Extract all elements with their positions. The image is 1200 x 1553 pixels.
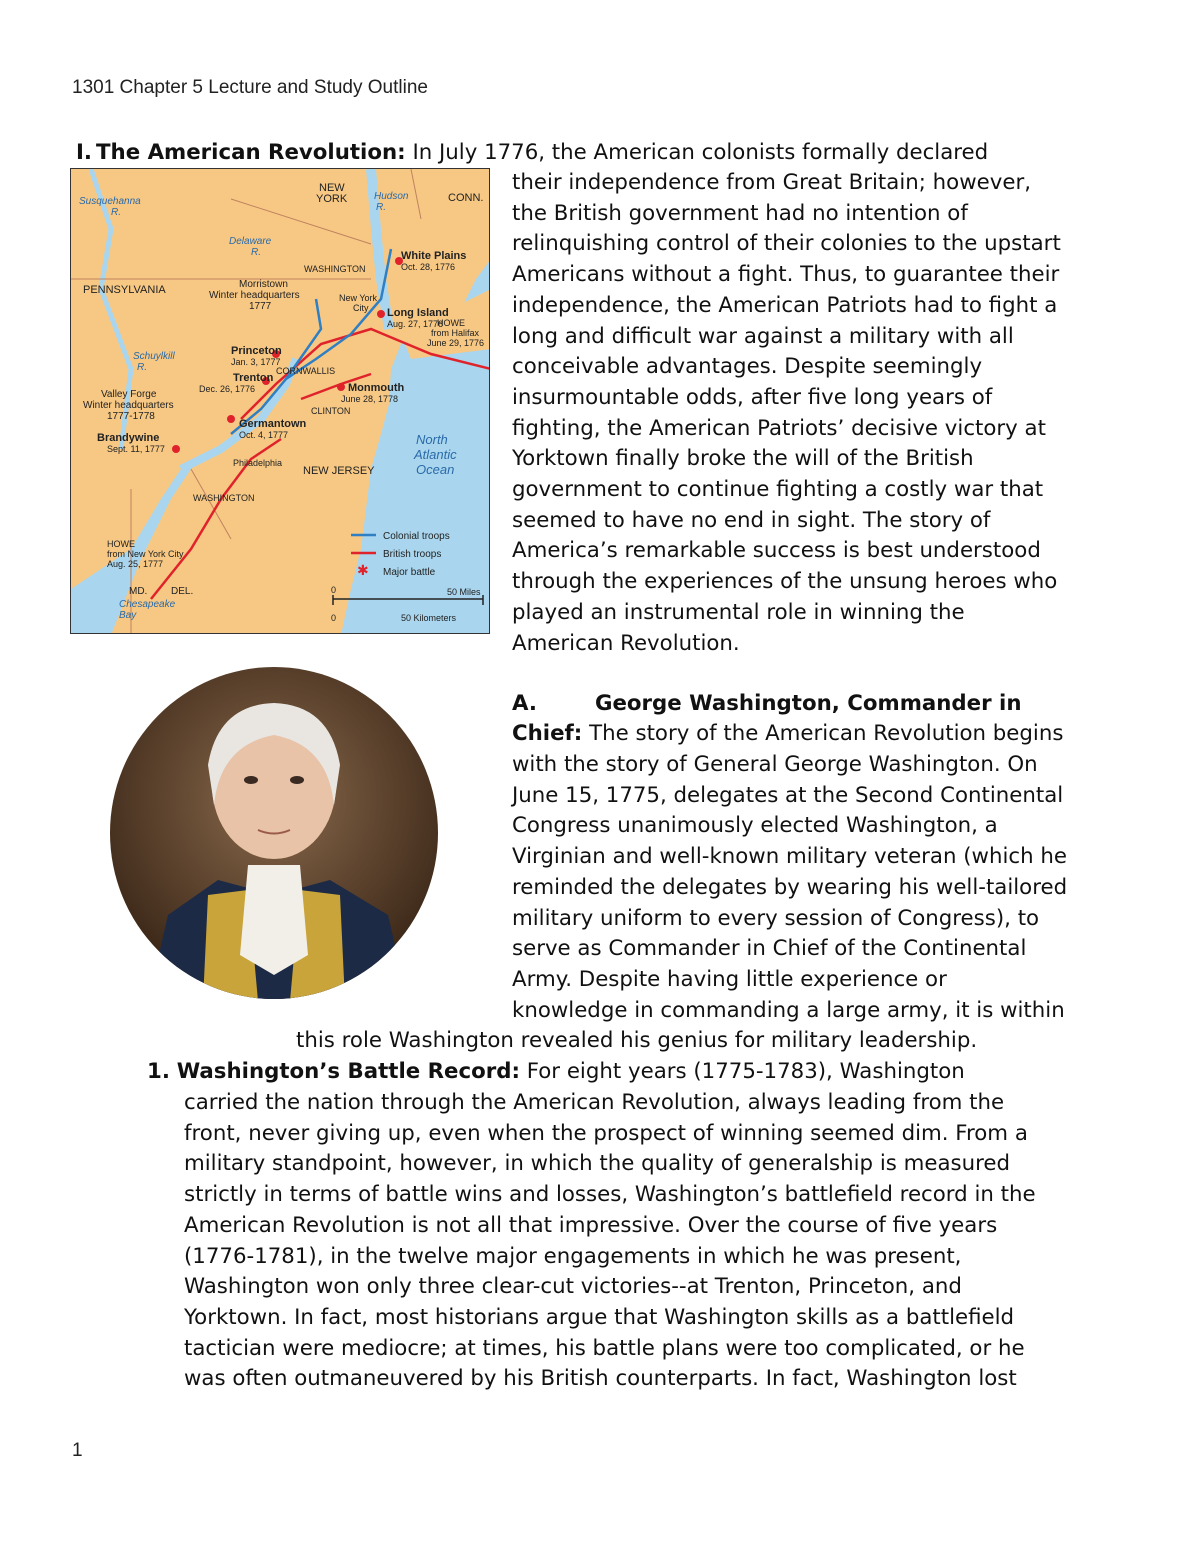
text-line: tactician were mediocre; at times, his battle plans were too complicated, or he <box>184 1335 1025 1361</box>
text-line: seemed to have no end in sight. The story of <box>512 507 991 533</box>
text-line: with the story of General George Washington. On <box>512 752 1038 777</box>
legend-colonial-label: Colonial troops <box>383 531 450 542</box>
washington-portrait-svg <box>108 665 440 1001</box>
text-line: Yorktown. In fact, most historians argue that Washington skills as a battlefield <box>184 1304 1015 1330</box>
portrait-cravat <box>240 865 308 975</box>
text-line: serve as Commander in Chief of the Continental <box>512 936 1027 962</box>
text-line: insurmountable odds, after five long years of <box>512 384 993 410</box>
text-line: long and difficult war against a military with all <box>512 323 1014 349</box>
section-i-numeral: I. <box>76 140 93 165</box>
text-line: through the experiences of the unsung heroes who <box>512 569 1058 595</box>
label-schuylkill: Schuylkill R. <box>133 351 175 373</box>
text-line: front, never giving up, even when the prospect of winning seemed dim. From a <box>184 1120 1028 1146</box>
section-1-text-line: For eight years (1775-1783), Washington <box>526 1059 965 1084</box>
label-md: MD. <box>129 586 148 597</box>
text-line: independence, the American Patriots had to fight a <box>512 292 1058 318</box>
label-princeton: Princeton Jan. 3, 1777 <box>231 345 282 367</box>
revolution-map-svg <box>71 169 490 634</box>
battle-marker-monmouth <box>337 383 345 391</box>
text-line: strictly in terms of battle wins and losses, Washington’s battlefield record in the <box>184 1182 1036 1208</box>
label-conn: CONN. <box>448 192 484 204</box>
battle-marker-germantown <box>227 415 235 423</box>
section-1-number: 1. <box>147 1059 170 1084</box>
text-line: (1776-1781), in the twelve major engagements in which he was present, <box>184 1243 962 1269</box>
label-valley-forge: Valley Forge Winter headquarters 1777-1778 <box>83 389 174 422</box>
document-header: 1301 Chapter 5 Lecture and Study Outline <box>72 77 428 98</box>
text-line: American Revolution. <box>512 630 740 656</box>
text-line: played an instrumental role in winning the <box>512 599 965 625</box>
label-washington-south: WASHINGTON <box>193 493 255 503</box>
page-number: 1 <box>72 1440 83 1461</box>
label-hudson: Hudson R. <box>374 191 409 213</box>
label-howe-halifax: HOWE from Halifax June 29, 1776 <box>427 318 485 348</box>
label-long-island: Long Island Aug. 27, 1776 <box>387 307 449 329</box>
label-chesapeake: Chesapeake Bay <box>119 599 176 621</box>
text-line: American Revolution is not all that impressive. Over the course of five years <box>184 1212 998 1238</box>
text-line: was often outmaneuvered by his British counterparts. In fact, Washington lost <box>184 1366 1017 1392</box>
label-susquehanna: Susquehanna R. <box>79 196 141 218</box>
label-howe-nyc: HOWE from New York City Aug. 25, 1777 <box>107 539 184 569</box>
section-a-letter: A. <box>512 691 537 716</box>
section-a-title: George Washington, Commander in <box>594 691 1022 716</box>
text-line: America’s remarkable success is best understood <box>512 538 1041 564</box>
label-trenton: Trenton Dec. 26, 1776 <box>199 372 274 394</box>
legend-battle-label: Major battle <box>383 567 436 578</box>
label-cornwallis: CORNWALLIS <box>276 366 336 376</box>
legend-battle-icon: ✱ <box>357 562 369 578</box>
label-del: DEL. <box>171 586 194 597</box>
label-white-plains: White Plains Oct. 28, 1776 <box>401 250 467 272</box>
text-line: Yorktown finally broke the will of the British <box>512 446 974 472</box>
text-line: Army. Despite having little experience or <box>512 966 947 992</box>
text-line: Congress unanimously elected Washington, a <box>512 813 998 839</box>
section-a-title-2: Chief: <box>512 721 583 746</box>
label-pennsylvania: PENNSYLVANIA <box>83 284 166 296</box>
label-clinton: CLINTON <box>311 406 351 416</box>
section-1-first-line <box>147 1056 965 1087</box>
label-delaware: Delaware R. <box>229 236 272 258</box>
section-i-text-line: In July 1776, the American colonists formally declared <box>412 140 989 165</box>
washington-portrait <box>108 665 440 1001</box>
label-brandywine: Brandywine Sept. 11, 1777 <box>97 432 165 454</box>
scale-zero-top: 0 <box>331 585 337 595</box>
label-new-york-city: New York City <box>339 293 378 313</box>
text-line: reminded the delegates by wearing his well-tailored <box>512 874 1068 900</box>
label-new-jersey: NEW JERSEY <box>303 465 375 477</box>
text-line: knowledge in commanding a large army, it is within <box>512 997 1065 1023</box>
label-new-york: NEW YORK <box>316 182 348 205</box>
text-line: June 15, 1775, delegates at the Second Continental <box>512 782 1064 808</box>
label-morristown: Morristown Winter headquarters 1777 <box>209 279 300 312</box>
text-line: their independence from Great Britain; however, <box>512 170 1031 195</box>
section-i-title: The American Revolution: <box>96 140 406 165</box>
text-line: carried the nation through the American Revolution, always leading from the <box>184 1090 1005 1115</box>
text-line: this role Washington revealed his genius for military leadership. <box>296 1028 978 1054</box>
text-line: military uniform to every session of Congress), to <box>512 905 1040 931</box>
scale-miles: 50 Miles <box>447 587 481 597</box>
label-north-atlantic: North Atlantic Ocean <box>414 432 457 477</box>
section-a-heading <box>512 688 1022 719</box>
text-line: Washington won only three clear-cut victories--at Trenton, Princeton, and <box>184 1274 962 1300</box>
label-germantown: Germantown Oct. 4, 1777 <box>239 418 307 440</box>
section-i-first-line <box>76 137 988 168</box>
scale-zero-bottom: 0 <box>331 613 337 623</box>
scale-km: 50 Kilometers <box>401 613 457 623</box>
text-line: government to continue fighting a costly war that <box>512 477 1044 502</box>
section-a-text-line: The story of the American Revolution begins <box>589 721 1064 746</box>
legend-british-label: British troops <box>383 549 442 560</box>
label-monmouth: Monmouth June 28, 1778 <box>341 382 405 404</box>
text-line: fighting, the American Patriots’ decisive victory at <box>512 415 1046 441</box>
text-line: Americans without a fight. Thus, to guarantee their <box>512 262 1060 288</box>
text-line: Virginian and well-known military veteran (which he <box>512 844 1067 870</box>
battle-marker-long-island <box>377 310 385 318</box>
label-washington-north: WASHINGTON <box>304 264 366 274</box>
section-a-second-line <box>512 718 1063 749</box>
revolution-map <box>70 168 490 634</box>
battle-marker-brandywine <box>172 445 180 453</box>
section-1-title: Washington’s Battle Record: <box>176 1059 520 1084</box>
label-philadelphia: Philadelphia <box>233 458 283 468</box>
text-line: relinquishing control of their colonies to the upstart <box>512 231 1061 257</box>
text-line: conceivable advantages. Despite seemingly <box>512 354 983 380</box>
text-line: the British government had no intention of <box>512 200 968 226</box>
text-line: military standpoint, however, in which the quality of generalship is measured <box>184 1151 1011 1177</box>
